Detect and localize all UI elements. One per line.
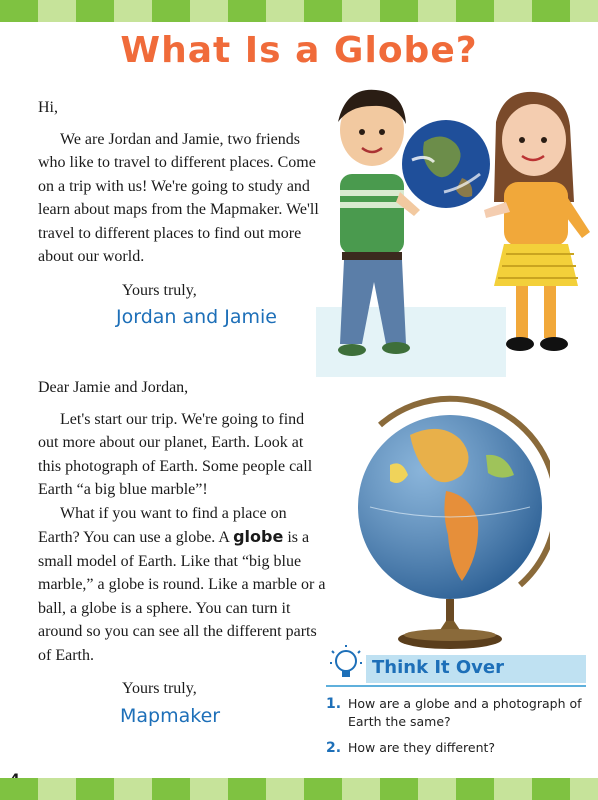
- para2-text-after: is a small model of Earth. Like that “big blue marble,” a globe is round. Like a marble or a ball, a globe is a sphere. You can turn it around so you can see all the different parts of Earth.: [38, 529, 326, 664]
- top-border-stripe: [0, 0, 598, 22]
- think-it-over-box: [326, 645, 586, 757]
- letter1-body: We are Jordan and Jamie, two friends who like to travel to different places. Come on a trip with us! We're going to study and learn about maps from the Mapmaker. We'll travel to different places to find out more about our world.: [38, 130, 319, 265]
- letter2-closing: Yours truly,: [122, 680, 197, 697]
- kids-with-earth-illustration: [316, 82, 598, 378]
- letter1-greeting: Hi,: [38, 99, 58, 116]
- keyword-globe: globe: [233, 527, 284, 546]
- question-text: How are a globe and a photograph of Earth the same?: [348, 696, 582, 729]
- think-it-over-title: Think It Over: [372, 657, 505, 678]
- page-title: What Is a Globe?: [120, 30, 478, 71]
- letter2-signature: Mapmaker: [120, 704, 221, 727]
- question-number: 2.: [326, 740, 342, 756]
- letter1-signature: Jordan and Jamie: [116, 306, 277, 328]
- question-number: 1.: [326, 696, 342, 712]
- para2-text-before: What if you want to find a place on Earth? You can use a globe. A: [38, 504, 287, 546]
- letter1-closing: Yours truly,: [122, 281, 197, 299]
- letter2-paragraph-1: Let's start our trip. We're going to find out more about our planet, Earth. Look at this photograph of Earth. Some people call Earth “a big blue marble”!: [38, 410, 313, 498]
- think-it-over-header: [326, 645, 586, 687]
- globe-photograph: [350, 395, 550, 655]
- question-text: How are they different?: [348, 740, 496, 755]
- bottom-border-stripe: [0, 778, 598, 800]
- letter-from-kids: [38, 96, 328, 330]
- lightbulb-icon: [330, 645, 362, 685]
- letter-from-mapmaker: [38, 376, 328, 728]
- letter2-paragraph-2: [38, 502, 328, 668]
- letter2-greeting: Dear Jamie and Jordan,: [38, 379, 189, 396]
- question-1: [326, 695, 586, 731]
- question-2: [326, 739, 586, 757]
